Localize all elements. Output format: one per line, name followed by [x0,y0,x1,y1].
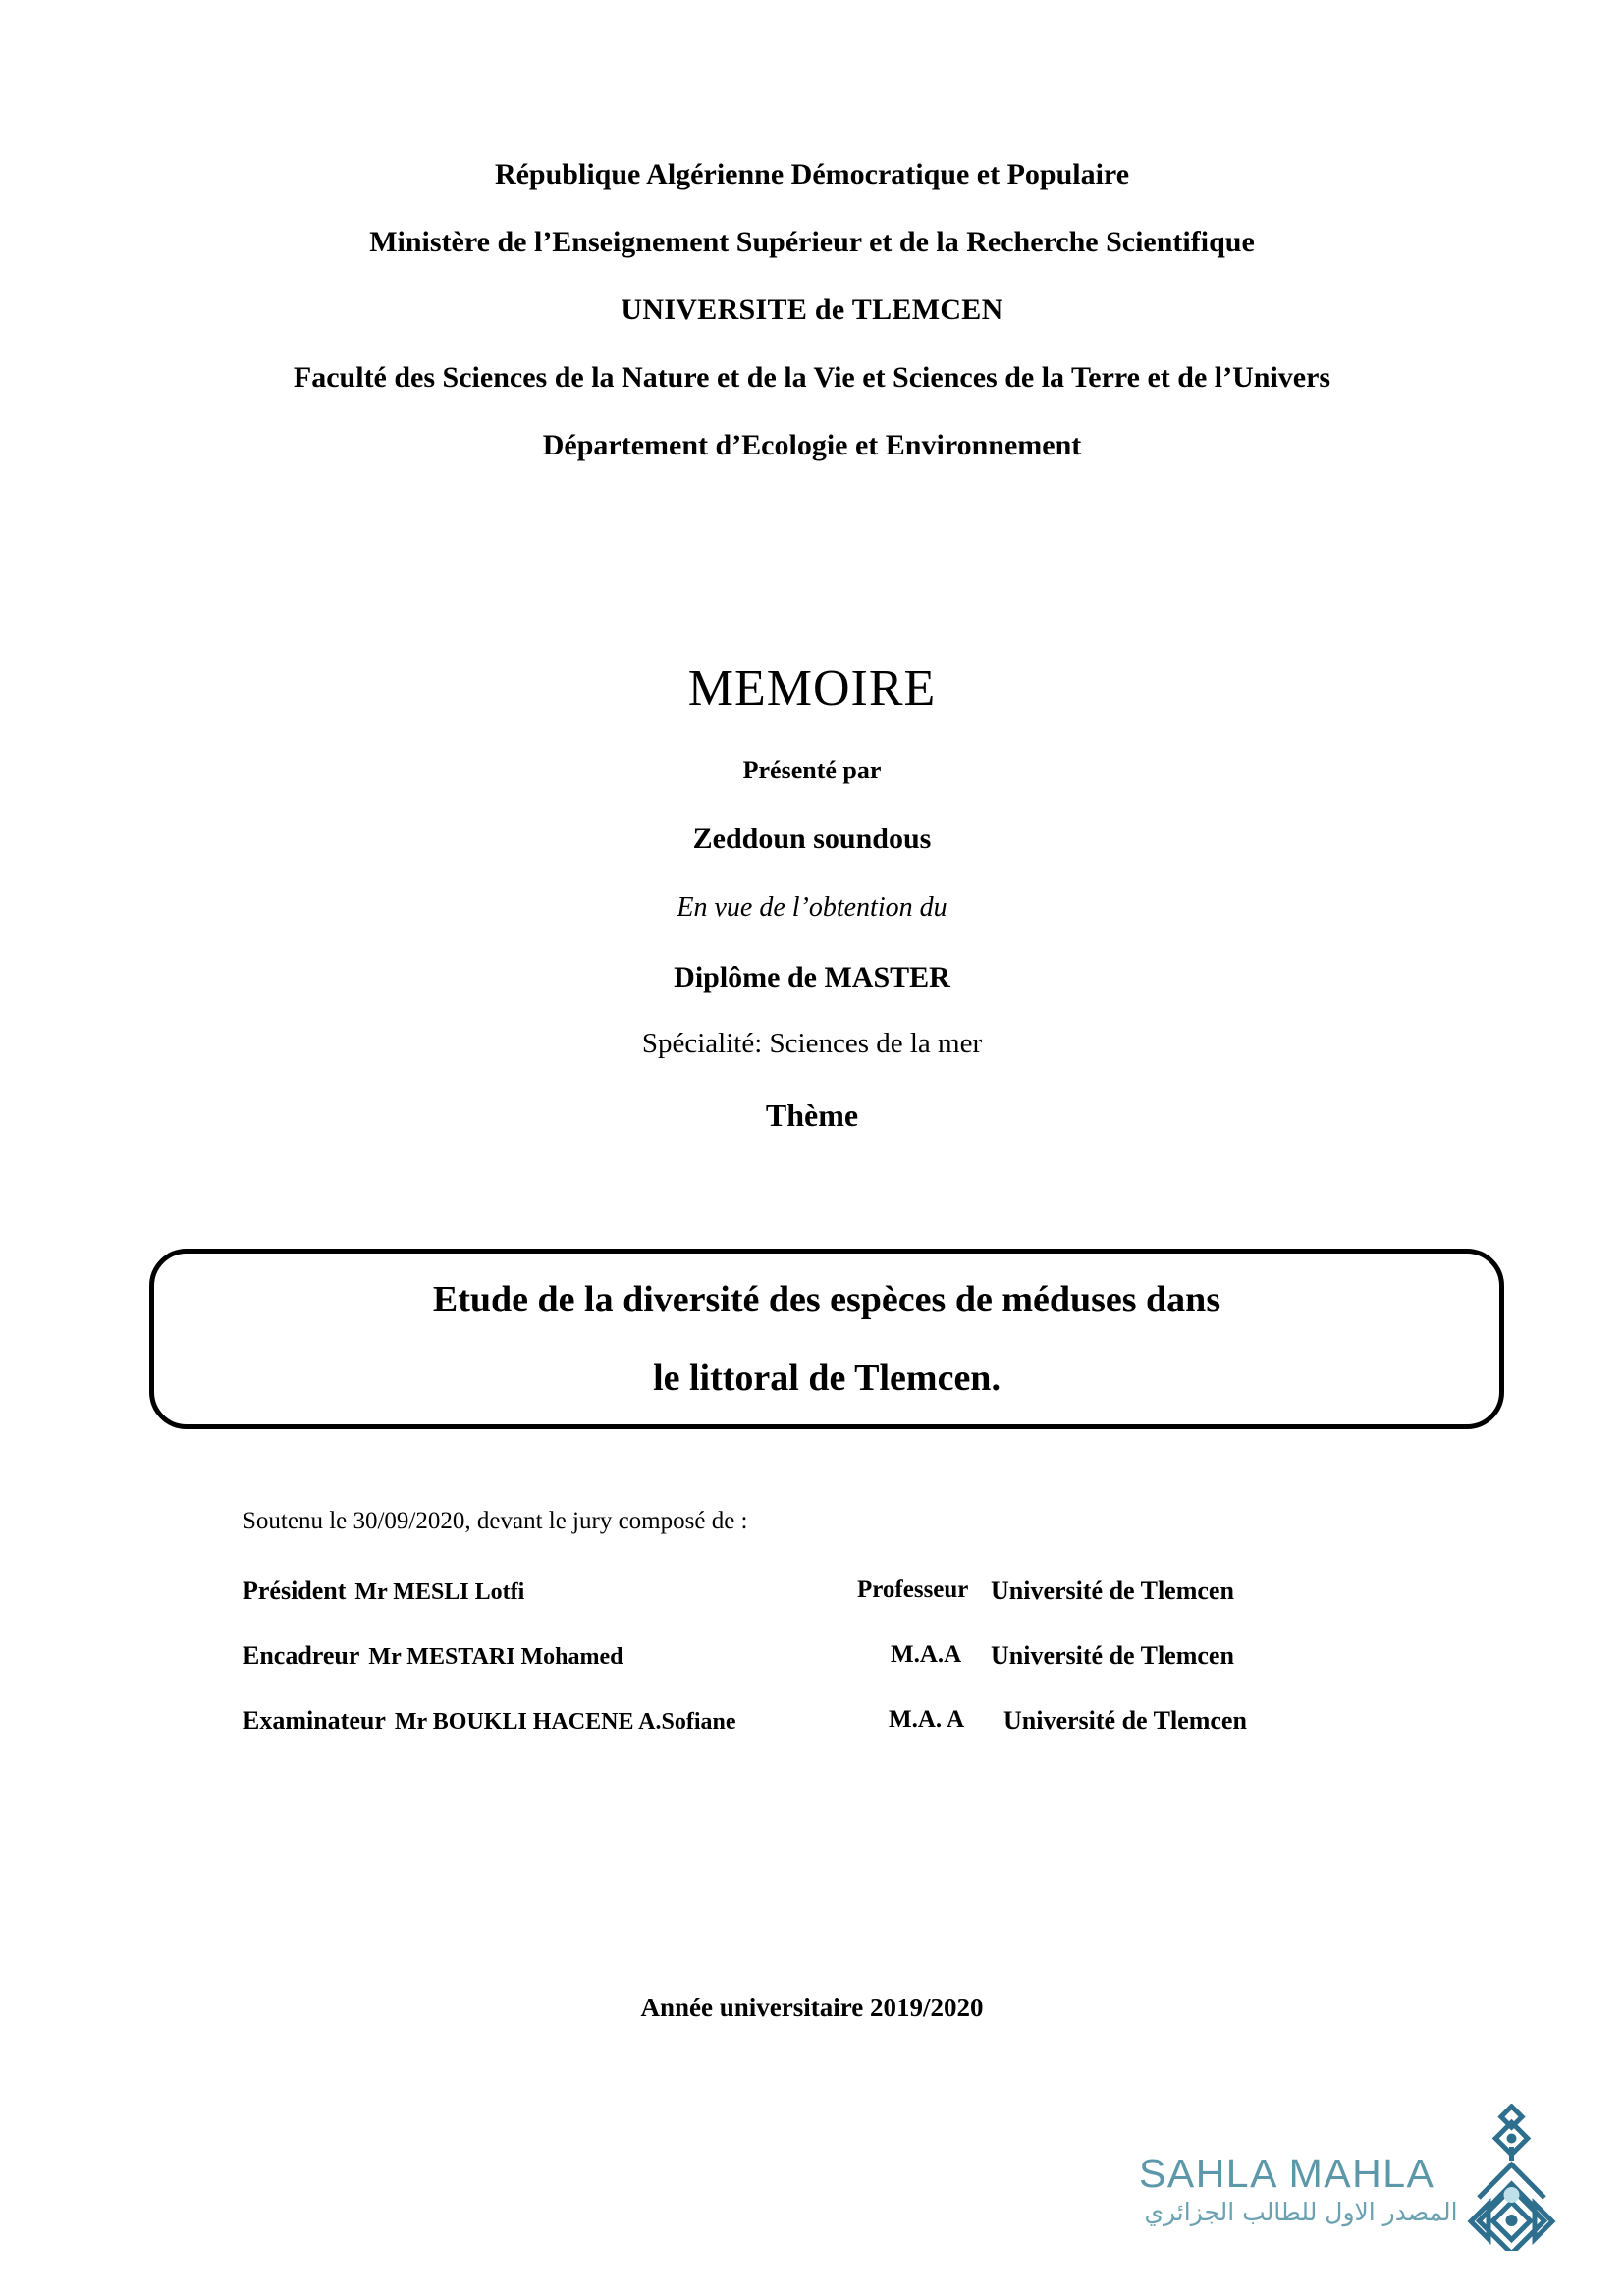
academic-year: Année universitaire 2019/2020 [640,1993,984,2022]
logo-wordmark: SAHLA MAHLA [1139,2151,1435,2196]
degree-label: Diplôme de MASTER [674,961,950,993]
jury-grade: M.A.A [891,1641,962,1668]
jury-grade: Professeur [857,1576,969,1603]
jury-role: Président [243,1576,347,1605]
ministry-line: Ministère de l’Enseignement Supérieur et de la Recherche Scientifique [369,226,1255,258]
jury-row [243,1576,1467,1606]
specialty-label: Spécialité: Sciences de la mer [641,1028,983,1059]
jury-row [243,1706,1467,1735]
sahla-mahla-watermark [1137,2104,1559,2251]
jury-role: Encadreur [243,1641,360,1670]
jury-name: Mr MESLI Lotfi [354,1579,525,1605]
logo-tagline-arabic: المصدر الاول للطالب الجزائري [1144,2198,1458,2226]
arabesque-diamond-icon [1465,2104,1559,2251]
jury-name: Mr MESTARI Mohamed [368,1644,623,1670]
presented-by-label: Présenté par [742,756,882,784]
jury-institution: Université de Tlemcen [1003,1706,1247,1735]
document-type-heading: MEMOIRE [687,661,937,717]
jury-row [243,1641,1467,1671]
jury-institution: Université de Tlemcen [991,1576,1234,1605]
in-view-of-label: En vue de l’obtention du [677,892,947,923]
jury-section [243,1508,1467,1771]
jury-role: Examinateur [243,1706,386,1735]
jury-institution: Université de Tlemcen [991,1641,1234,1670]
thesis-title-box [149,1249,1504,1429]
thesis-title-line-2: le littoral de Tlemcen. [653,1358,1001,1399]
author-degree-block [169,756,1455,1134]
theme-label: Thème [765,1097,859,1133]
department-line: Département d’Ecologie et Environnement [542,429,1082,461]
jury-grade: M.A. A [889,1706,965,1733]
republic-line: République Algérienne Démocratique et Populaire [494,158,1130,190]
jury-name: Mr BOUKLI HACENE A.Sofiane [394,1709,736,1735]
faculty-line: Faculté des Sciences de la Nature et de la Vie et Sciences de la Terre et de l’Univers [293,361,1331,394]
institution-header [169,155,1455,494]
author-name: Zeddoun soundous [692,823,932,855]
defense-statement: Soutenu le 30/09/2020, devant le jury composé de : [243,1508,748,1534]
thesis-title-line-1: Etude de la diversité des espèces de méduses dans [432,1279,1221,1320]
university-line: UNIVERSITE de TLEMCEN [621,294,1003,326]
